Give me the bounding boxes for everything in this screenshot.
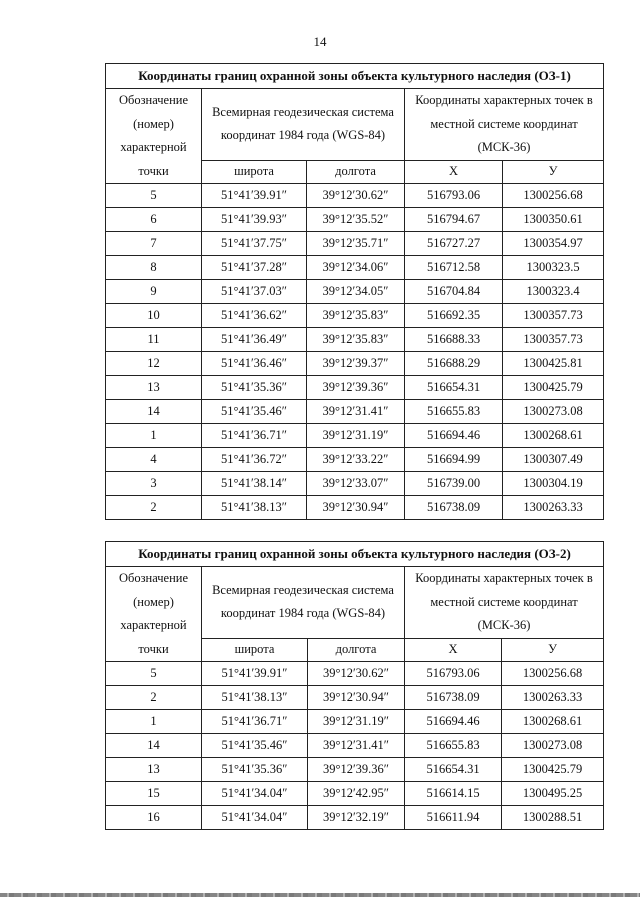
- table-row: [106, 400, 604, 424]
- x-coordinate-cell: 516738.09: [405, 496, 503, 520]
- header-x: Х: [405, 160, 503, 183]
- point-number-cell: 15: [106, 782, 202, 806]
- table-row: [106, 662, 604, 686]
- point-number-cell: 14: [106, 400, 202, 424]
- header-latitude: широта: [202, 638, 308, 661]
- point-number-cell: 1: [106, 710, 202, 734]
- y-coordinate-cell: 1300273.08: [502, 734, 604, 758]
- x-coordinate-cell: 516655.83: [405, 400, 503, 424]
- table-row: [106, 208, 604, 232]
- x-coordinate-cell: 516694.46: [405, 710, 502, 734]
- y-coordinate-cell: 1300357.73: [503, 304, 604, 328]
- latitude-cell: 51°41′39.91″: [202, 184, 307, 208]
- point-number-cell: 5: [106, 662, 202, 686]
- x-coordinate-cell: 516739.00: [405, 472, 503, 496]
- table-row: [106, 496, 604, 520]
- table-title: Координаты границ охранной зоны объекта культурного наследия (ОЗ-1): [106, 64, 604, 89]
- latitude-cell: 51°41′35.46″: [202, 400, 307, 424]
- x-coordinate-cell: 516655.83: [405, 734, 502, 758]
- latitude-cell: 51°41′35.36″: [202, 758, 308, 782]
- latitude-cell: 51°41′36.49″: [202, 328, 307, 352]
- longitude-cell: 39°12′35.83″: [307, 328, 405, 352]
- table-row: [106, 686, 604, 710]
- longitude-cell: 39°12′33.22″: [307, 448, 405, 472]
- table-row: [106, 734, 604, 758]
- table-row: [106, 256, 604, 280]
- table-body: [106, 662, 604, 830]
- longitude-cell: 39°12′35.83″: [307, 304, 405, 328]
- y-coordinate-cell: 1300323.4: [503, 280, 604, 304]
- point-number-cell: 12: [106, 352, 202, 376]
- latitude-cell: 51°41′37.75″: [202, 232, 307, 256]
- point-number-cell: 7: [106, 232, 202, 256]
- y-coordinate-cell: 1300288.51: [502, 806, 604, 830]
- latitude-cell: 51°41′36.46″: [202, 352, 307, 376]
- table-row: [106, 232, 604, 256]
- table-row: [106, 424, 604, 448]
- latitude-cell: 51°41′39.91″: [202, 662, 308, 686]
- longitude-cell: 39°12′39.36″: [307, 376, 405, 400]
- y-coordinate-cell: 1300256.68: [503, 184, 604, 208]
- point-number-cell: 3: [106, 472, 202, 496]
- latitude-cell: 51°41′37.28″: [202, 256, 307, 280]
- point-number-cell: 2: [106, 686, 202, 710]
- header-x: Х: [405, 638, 502, 661]
- point-number-cell: 13: [106, 758, 202, 782]
- longitude-cell: 39°12′32.19″: [308, 806, 405, 830]
- longitude-cell: 39°12′35.52″: [307, 208, 405, 232]
- table-row: [106, 806, 604, 830]
- y-coordinate-cell: 1300256.68: [502, 662, 604, 686]
- y-coordinate-cell: 1300263.33: [503, 496, 604, 520]
- y-coordinate-cell: 1300273.08: [503, 400, 604, 424]
- table-row: [106, 376, 604, 400]
- longitude-cell: 39°12′34.06″: [307, 256, 405, 280]
- point-number-cell: 10: [106, 304, 202, 328]
- x-coordinate-cell: 516614.15: [405, 782, 502, 806]
- y-coordinate-cell: 1300268.61: [503, 424, 604, 448]
- longitude-cell: 39°12′42.95″: [308, 782, 405, 806]
- header-local-coordinates: Координаты характерных точек в местной системе координат (МСК-36): [405, 89, 604, 161]
- longitude-cell: 39°12′31.41″: [307, 400, 405, 424]
- latitude-cell: 51°41′35.36″: [202, 376, 307, 400]
- longitude-cell: 39°12′30.94″: [307, 496, 405, 520]
- table-row: [106, 352, 604, 376]
- header-local-coordinates: Координаты характерных точек в местной системе координат (МСК-36): [405, 567, 604, 639]
- x-coordinate-cell: 516727.27: [405, 232, 503, 256]
- latitude-cell: 51°41′36.71″: [202, 424, 307, 448]
- header-wgs84: Всемирная геодезическая система координат 1984 года (WGS-84): [202, 89, 405, 161]
- table-row: [106, 782, 604, 806]
- y-coordinate-cell: 1300425.79: [502, 758, 604, 782]
- y-coordinate-cell: 1300354.97: [503, 232, 604, 256]
- coordinates-table-oz2: [105, 541, 604, 830]
- y-coordinate-cell: 1300323.5: [503, 256, 604, 280]
- header-y: У: [503, 160, 604, 183]
- y-coordinate-cell: 1300357.73: [503, 328, 604, 352]
- x-coordinate-cell: 516793.06: [405, 662, 502, 686]
- longitude-cell: 39°12′35.71″: [307, 232, 405, 256]
- y-coordinate-cell: 1300425.79: [503, 376, 604, 400]
- longitude-cell: 39°12′33.07″: [307, 472, 405, 496]
- longitude-cell: 39°12′30.94″: [308, 686, 405, 710]
- point-number-cell: 13: [106, 376, 202, 400]
- longitude-cell: 39°12′34.05″: [307, 280, 405, 304]
- latitude-cell: 51°41′36.71″: [202, 710, 308, 734]
- latitude-cell: 51°41′38.13″: [202, 496, 307, 520]
- point-number-cell: 1: [106, 424, 202, 448]
- y-coordinate-cell: 1300268.61: [502, 710, 604, 734]
- x-coordinate-cell: 516688.33: [405, 328, 503, 352]
- table-row: [106, 448, 604, 472]
- y-coordinate-cell: 1300495.25: [502, 782, 604, 806]
- coordinates-table-oz1: [105, 63, 604, 520]
- longitude-cell: 39°12′31.19″: [308, 710, 405, 734]
- latitude-cell: 51°41′34.04″: [202, 806, 308, 830]
- latitude-cell: 51°41′38.14″: [202, 472, 307, 496]
- x-coordinate-cell: 516704.84: [405, 280, 503, 304]
- longitude-cell: 39°12′39.37″: [307, 352, 405, 376]
- header-latitude: широта: [202, 160, 307, 183]
- table-row: [106, 304, 604, 328]
- longitude-cell: 39°12′30.62″: [307, 184, 405, 208]
- point-number-cell: 14: [106, 734, 202, 758]
- latitude-cell: 51°41′39.93″: [202, 208, 307, 232]
- point-number-cell: 4: [106, 448, 202, 472]
- point-number-cell: 11: [106, 328, 202, 352]
- point-number-cell: 5: [106, 184, 202, 208]
- x-coordinate-cell: 516694.99: [405, 448, 503, 472]
- x-coordinate-cell: 516738.09: [405, 686, 502, 710]
- x-coordinate-cell: 516794.67: [405, 208, 503, 232]
- latitude-cell: 51°41′37.03″: [202, 280, 307, 304]
- point-number-cell: 8: [106, 256, 202, 280]
- table-body: [106, 184, 604, 520]
- y-coordinate-cell: 1300425.81: [503, 352, 604, 376]
- header-wgs84: Всемирная геодезическая система координат 1984 года (WGS-84): [202, 567, 405, 639]
- table-title: Координаты границ охранной зоны объекта культурного наследия (ОЗ-2): [106, 542, 604, 567]
- table-row: [106, 710, 604, 734]
- latitude-cell: 51°41′38.13″: [202, 686, 308, 710]
- longitude-cell: 39°12′39.36″: [308, 758, 405, 782]
- x-coordinate-cell: 516692.35: [405, 304, 503, 328]
- header-point-designation: Обозначение (номер) характерной точки: [106, 89, 202, 184]
- table-row: [106, 280, 604, 304]
- latitude-cell: 51°41′36.62″: [202, 304, 307, 328]
- point-number-cell: 2: [106, 496, 202, 520]
- header-longitude: долгота: [308, 638, 405, 661]
- longitude-cell: 39°12′31.41″: [308, 734, 405, 758]
- scan-edge-line: [0, 893, 640, 897]
- table-row: [106, 758, 604, 782]
- x-coordinate-cell: 516654.31: [405, 376, 503, 400]
- y-coordinate-cell: 1300350.61: [503, 208, 604, 232]
- latitude-cell: 51°41′35.46″: [202, 734, 308, 758]
- header-point-designation: Обозначение (номер) характерной точки: [106, 567, 202, 662]
- table-row: [106, 472, 604, 496]
- x-coordinate-cell: 516712.58: [405, 256, 503, 280]
- y-coordinate-cell: 1300307.49: [503, 448, 604, 472]
- y-coordinate-cell: 1300263.33: [502, 686, 604, 710]
- x-coordinate-cell: 516694.46: [405, 424, 503, 448]
- latitude-cell: 51°41′36.72″: [202, 448, 307, 472]
- header-longitude: долгота: [307, 160, 405, 183]
- y-coordinate-cell: 1300304.19: [503, 472, 604, 496]
- latitude-cell: 51°41′34.04″: [202, 782, 308, 806]
- x-coordinate-cell: 516793.06: [405, 184, 503, 208]
- point-number-cell: 9: [106, 280, 202, 304]
- page-number: 14: [313, 34, 327, 49]
- x-coordinate-cell: 516688.29: [405, 352, 503, 376]
- x-coordinate-cell: 516654.31: [405, 758, 502, 782]
- point-number-cell: 16: [106, 806, 202, 830]
- table-row: [106, 184, 604, 208]
- longitude-cell: 39°12′30.62″: [308, 662, 405, 686]
- x-coordinate-cell: 516611.94: [405, 806, 502, 830]
- table-row: [106, 328, 604, 352]
- longitude-cell: 39°12′31.19″: [307, 424, 405, 448]
- header-y: У: [502, 638, 604, 661]
- point-number-cell: 6: [106, 208, 202, 232]
